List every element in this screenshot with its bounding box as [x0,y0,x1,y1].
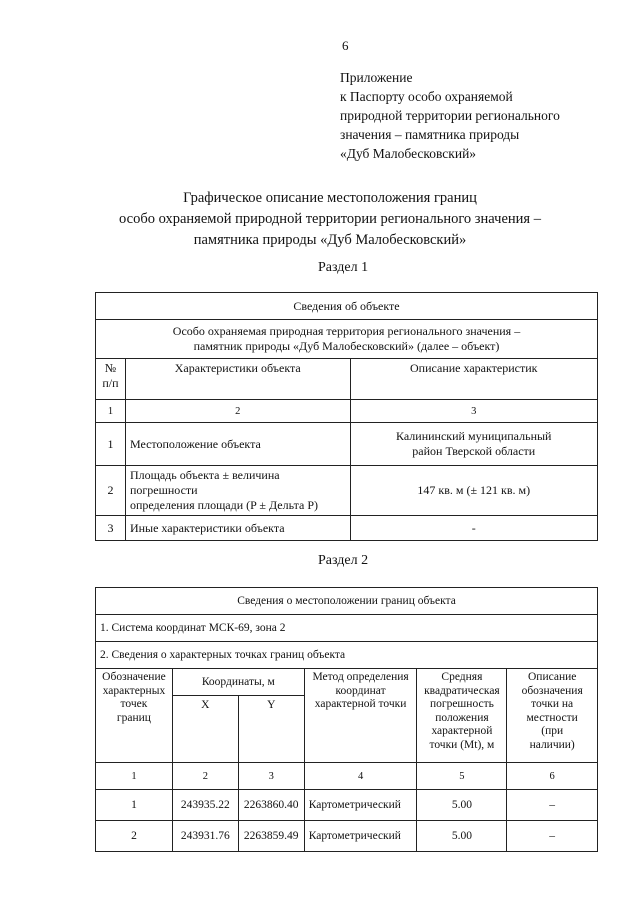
col-header-line: квадратическая [424,684,500,697]
column-number: 2 [172,763,238,790]
column-number: 5 [417,763,507,790]
point-x: 243935.22 [172,790,238,821]
column-number: 2 [125,400,350,423]
section-1-heading: Раздел 1 [318,260,369,275]
characteristic: Местоположение объекта [125,423,350,466]
page-number: 6 [342,38,349,53]
point-marker: – [507,790,598,821]
title-line: особо охраняемой природной территории регионального значения – [119,211,541,227]
col-header-line: наличии) [529,738,575,751]
row-number: 1 [96,423,126,466]
point-y: 2263860.40 [238,790,304,821]
row-number: 2 [96,466,126,516]
point-y: 2263859.49 [238,821,304,852]
row-number: 3 [96,516,126,541]
object-name-line: Особо охраняемая природная территория регионального значения – [172,324,521,338]
table-title: Сведения о местоположении границ объекта [96,588,598,615]
description: 147 кв. м (± 121 кв. м) [350,466,597,516]
table-row [96,423,598,466]
table-row [96,821,598,852]
description-line: район Тверской области [412,444,536,458]
column-number: 6 [507,763,598,790]
col-header-line: местности [526,711,578,724]
characteristic-line: определения площади (P ± Дельта P) [129,498,319,512]
point-marker: – [507,821,598,852]
col-header-line: координат [335,684,386,697]
point-x: 243931.76 [172,821,238,852]
col-header-line: границ [116,711,151,724]
points-subtitle: 2. Сведения о характерных точках границ объекта [96,642,598,669]
coordinate-system: 1. Система координат МСК-69, зона 2 [96,615,598,642]
appendix-line: природной территории регионального [340,108,560,123]
characteristic-line: Площадь объекта ± величина погрешности [129,468,280,497]
appendix-note [340,68,560,163]
col-header-line: точки на [531,698,574,710]
document-title [80,188,580,251]
col-header-line: п/п [102,376,119,390]
col-header-x: X [172,696,238,763]
col-header-number [96,359,126,400]
col-header-line: Обозначение [102,671,166,683]
column-number: 3 [350,400,597,423]
col-header-description: Описание характеристик [350,359,597,400]
appendix-line: «Дуб Малобесковский» [340,146,477,161]
col-header-line: погрешность [429,698,494,710]
col-header-designation [96,669,173,763]
title-line: Графическое описание местоположения границ [183,190,477,206]
section-2-heading: Раздел 2 [318,553,369,568]
point-error: 5.00 [417,821,507,852]
description-line: Калининский муниципальный [396,429,552,443]
col-header-line: Метод определения [312,671,409,683]
point-error: 5.00 [417,790,507,821]
table-title: Сведения об объекте [96,293,598,320]
title-line: памятника природы «Дуб Малобесковский» [193,232,467,248]
col-header-marker [507,669,598,763]
object-info-table [95,292,598,541]
col-header-characteristics: Характеристики объекта [125,359,350,400]
col-header-line: (при [541,725,564,737]
point-id: 1 [96,790,173,821]
point-method: Картометрический [304,821,417,852]
col-header-line: характерной точки [314,698,407,710]
col-header-error [417,669,507,763]
col-header-line: Средняя [441,671,483,683]
col-header-y: Y [238,696,304,763]
col-header-line: Описание [527,671,577,683]
appendix-line: значения – памятника природы [340,127,520,142]
col-header-line: характерных [102,684,166,697]
description: - [350,516,597,541]
object-name-line: памятник природы «Дуб Малобесковский» (далее – объект) [193,339,500,353]
column-number: 4 [304,763,417,790]
object-name [96,320,598,359]
table-row [96,466,598,516]
characteristic: Иные характеристики объекта [125,516,350,541]
description [350,423,597,466]
col-header-coordinates: Координаты, м [172,669,304,696]
point-id: 2 [96,821,173,852]
col-header-line: № [104,361,117,375]
table-row [96,516,598,541]
col-header-line: точек [120,698,148,710]
column-number: 3 [238,763,304,790]
appendix-line: Приложение [340,70,413,85]
column-number: 1 [96,763,173,790]
table-row [96,790,598,821]
characteristic [125,466,350,516]
col-header-line: положения [435,711,489,724]
col-header-line: точки (Mt), м [429,738,495,751]
col-header-line: обозначения [521,684,583,697]
point-method: Картометрический [304,790,417,821]
appendix-line: к Паспорту особо охраняемой [340,89,513,104]
col-header-method [304,669,417,763]
boundary-points-table [95,587,598,852]
col-header-line: характерной [431,725,493,737]
column-number: 1 [96,400,126,423]
